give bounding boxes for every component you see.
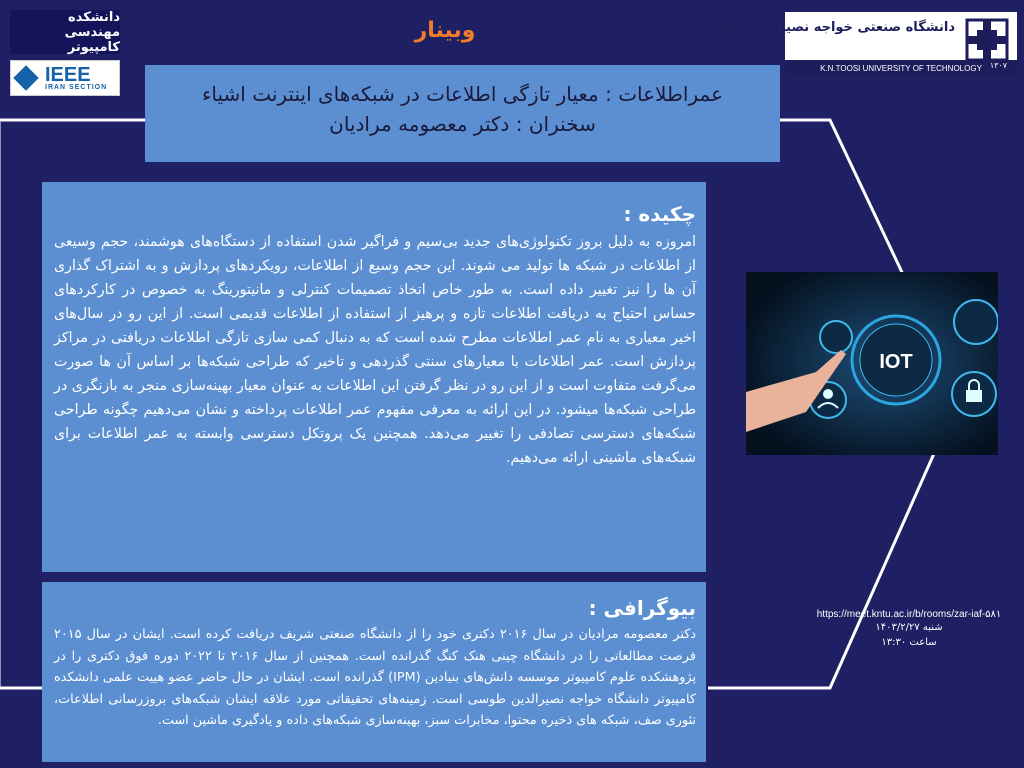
- meeting-time: ساعت ۱۳:۳۰: [881, 637, 937, 648]
- university-name-en: K.N.TOOSI UNIVERSITY OF TECHNOLOGY: [785, 60, 1017, 78]
- iot-illustration-graphic: [746, 272, 998, 455]
- meeting-link[interactable]: https://meet.kntu.ac.ir/b/rooms/zar-iaf-۵۸۱: [816, 609, 1002, 620]
- university-name-fa: دانشگاه صنعتی خواجه نصیرالدین طوسی: [693, 20, 955, 35]
- biography-text: دکتر معصومه مرادیان در سال ۲۰۱۶ دکتری خود را از دانشگاه صنعتی شریف دریافت کرده است. ایشان در سال ۲۰۱۵ فرصت مطالعاتی را در دانشگاه چینی هنک کنگ گذرانده است. همچنین از سال ۲۰۱۶ تا ۲۰۲۲ دوره فوق دکتری را در پژوهشکده علوم کامپیوتر موسسه دانش‌های بنیادین (IPM) گذرانده است. ایشان در حال حاضر عضو هییت علمی دانشکده کامپیوتر دانشگاه خواجه نصیرالدین طوسی است. زمینه‌های تحقیقاتی مورد علاقه ایشان شبکه‌های بروزرسانی اطلاعات، تئوری صف، شبکه های ذخیره محتوا، مخابرات سبز، بهینه‌سازی شبکه‌های داده و یادگیری ماشین است.: [54, 627, 697, 728]
- abstract-heading: چکیده :: [623, 202, 696, 226]
- faculty-logo: [10, 10, 120, 54]
- event-label: وبینار: [414, 18, 476, 43]
- abstract-text: امروزه به دلیل بروز تکنولوژی‌های جدید بی‌سیم و فراگیر شدن استفاده از دستگاه‌های هوشمند، حجم وسیعی از اطلاعات در شبکه ها تولید می شوند. این حجم وسیع از اطلاعات، رویکردهای پردازش و به اشتراک گذاری آن ها را نیز تغییر داده است. به طور خاص اتخاذ تصمیمات کنترلی و مانیتورینگ به خصوص در کارکردهای حساس احتیاج به دریافت اطلاعات تازه و پرهیز از استفاده از اطلاعات قدیمی است. از این رو در سال‌های اخیر معیاری به نام عمر اطلاعات مطرح شده است که به دنبال کمی سازی تازگی اطلاعات دریافتی در مراکز پردازش است. عمر اطلاعات با معیارهای سنتی گذردهی و تاخیر که طراحی شبکه‌ها بر اساس آن ها صورت می‌گرفت متفاوت است و از این رو در نظر گرفتن این اطلاعات به عنوان معیار بهینه‌سازی منجر به بازنگری در طراحی شبکه‌ها میشود. در این ارائه به معرفی مفهوم عمر اطلاعات پرداخته و نشان می‌دهیم چگونه طراحی شبکه‌های دسترسی تصادفی را تغییر می‌دهد. همچنین یک پروتکل دسترسی وابسته به عمر اطلاعات برای شبکه‌های ماشینی ارائه می‌دهیم.: [54, 234, 696, 466]
- ieee-logo-sub: IRAN SECTION: [45, 83, 108, 91]
- biography-panel: [42, 582, 706, 762]
- faculty-logo-text: دانشکده مهندسی کامپیوتر: [64, 9, 120, 55]
- network-icon: [820, 321, 852, 353]
- meeting-date: شنبه ۱۴۰۳/۲/۲۷: [875, 622, 943, 633]
- webinar-topic: عمراطلاعات : معیار تازگی اطلاعات در شبکه‌های اینترنت اشیاء: [201, 82, 723, 106]
- ieee-logo: [10, 60, 120, 96]
- abstract-panel: [42, 182, 706, 572]
- iot-illustration: [746, 272, 998, 455]
- speaker-name: سخنران : دکتر معصومه مرادیان: [329, 112, 596, 136]
- biography-heading: بیوگرافی :: [588, 596, 696, 620]
- ieee-logo-main: IEEE: [45, 63, 91, 86]
- iot-label: IOT: [879, 351, 913, 373]
- brain-icon: [954, 300, 998, 344]
- meeting-info: [800, 609, 1018, 650]
- ieee-diamond-icon: [13, 65, 38, 90]
- university-emblem-icon: [965, 18, 1009, 62]
- university-year: ۱۳۰۷: [989, 61, 1007, 70]
- title-banner: [145, 65, 780, 162]
- university-logo: [693, 12, 1017, 78]
